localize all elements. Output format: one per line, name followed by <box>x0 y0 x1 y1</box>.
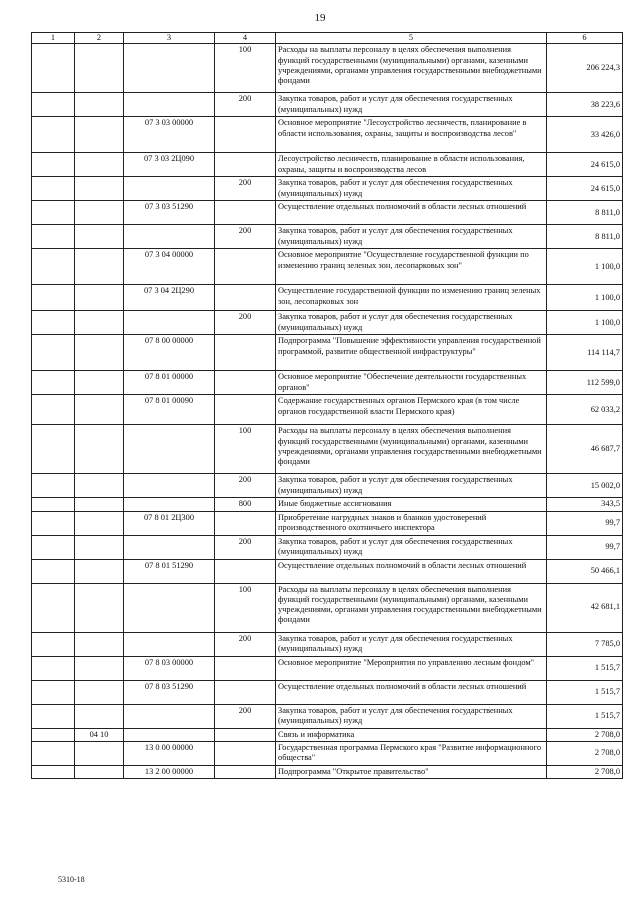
cell-col-2 <box>75 498 124 511</box>
cell-col-6: 2 708,0 <box>547 728 623 741</box>
cell-col-6: 33 426,0 <box>547 117 623 153</box>
cell-col-2 <box>75 632 124 656</box>
table-row <box>32 249 623 285</box>
cell-col-3 <box>124 704 215 728</box>
table-body <box>32 44 623 779</box>
cell-col-5: Закупка товаров, работ и услуг для обеспечения государственных (муниципальных) нужд <box>276 535 547 559</box>
cell-col-4 <box>215 201 276 225</box>
table-row <box>32 201 623 225</box>
cell-col-5: Основное мероприятие "Лесоустройство лесничеств, планирование в области использования, охраны, защиты и воспроизводства лесов" <box>276 117 547 153</box>
cell-col-1 <box>32 474 75 498</box>
table-row <box>32 474 623 498</box>
cell-col-1 <box>32 93 75 117</box>
cell-col-5: Расходы на выплаты персоналу в целях обеспечения выполнения функций государственными (муниципальными) органами, казенными учреждениями, органами управления государственными внебюджетными фондами <box>276 583 547 632</box>
cell-col-2 <box>75 704 124 728</box>
header-cell: 5 <box>276 33 547 44</box>
cell-col-5: Иные бюджетные ассигнования <box>276 498 547 511</box>
cell-col-3 <box>124 474 215 498</box>
table-row <box>32 765 623 778</box>
cell-col-1 <box>32 728 75 741</box>
cell-col-2 <box>75 583 124 632</box>
cell-col-5: Закупка товаров, работ и услуг для обеспечения государственных (муниципальных) нужд <box>276 632 547 656</box>
cell-col-5: Закупка товаров, работ и услуг для обеспечения государственных (муниципальных) нужд <box>276 93 547 117</box>
cell-col-4 <box>215 285 276 311</box>
cell-col-3: 07 3 03 00000 <box>124 117 215 153</box>
cell-col-5: Лесоустройство лесничеств, планирование в области использования, охраны, защиты и воспроизводства лесов <box>276 153 547 177</box>
footer-document-code: 5310-18 <box>58 875 85 884</box>
cell-col-3: 07 8 00 00000 <box>124 335 215 371</box>
cell-col-6: 15 002,0 <box>547 474 623 498</box>
cell-col-3: 13 2 00 00000 <box>124 765 215 778</box>
cell-col-2 <box>75 765 124 778</box>
cell-col-2 <box>75 225 124 249</box>
cell-col-6: 2 708,0 <box>547 741 623 765</box>
cell-col-1 <box>32 511 75 535</box>
header-cell: 6 <box>547 33 623 44</box>
table-row <box>32 44 623 93</box>
cell-col-4: 200 <box>215 474 276 498</box>
cell-col-4: 200 <box>215 177 276 201</box>
cell-col-5: Закупка товаров, работ и услуг для обеспечения государственных (муниципальных) нужд <box>276 704 547 728</box>
cell-col-2 <box>75 311 124 335</box>
cell-col-5: Содержание государственных органов Пермского края (в том числе органов государственной власти Пермского края) <box>276 395 547 425</box>
table-row <box>32 728 623 741</box>
table-row <box>32 583 623 632</box>
cell-col-5: Закупка товаров, работ и услуг для обеспечения государственных (муниципальных) нужд <box>276 474 547 498</box>
table-row <box>32 632 623 656</box>
cell-col-3 <box>124 93 215 117</box>
cell-col-3 <box>124 425 215 474</box>
cell-col-2 <box>75 117 124 153</box>
cell-col-4 <box>215 741 276 765</box>
cell-col-2 <box>75 177 124 201</box>
cell-col-1 <box>32 225 75 249</box>
cell-col-3 <box>124 44 215 93</box>
table-row <box>32 498 623 511</box>
cell-col-5: Подпрограмма "Повышение эффективности управления государственной программой, развитие общественной инфраструктуры" <box>276 335 547 371</box>
cell-col-4: 200 <box>215 93 276 117</box>
table-row <box>32 335 623 371</box>
cell-col-1 <box>32 656 75 680</box>
cell-col-5: Расходы на выплаты персоналу в целях обеспечения выполнения функций государственными (муниципальными) органами, казенными учреждениями, органами управления государственными внебюджетными фондами <box>276 44 547 93</box>
cell-col-1 <box>32 680 75 704</box>
cell-col-1 <box>32 311 75 335</box>
table-row <box>32 311 623 335</box>
table-row <box>32 535 623 559</box>
cell-col-6: 1 515,7 <box>547 680 623 704</box>
cell-col-1 <box>32 535 75 559</box>
table-row <box>32 425 623 474</box>
table-header-row <box>32 33 623 44</box>
cell-col-2 <box>75 93 124 117</box>
budget-table <box>31 32 623 779</box>
cell-col-3 <box>124 177 215 201</box>
cell-col-5: Расходы на выплаты персоналу в целях обеспечения выполнения функций государственными (муниципальными) органами, казенными учреждениями, органами управления государственными внебюджетными фондами <box>276 425 547 474</box>
cell-col-5: Основное мероприятие "Обеспечение деятельности государственных органов" <box>276 371 547 395</box>
cell-col-6: 50 466,1 <box>547 559 623 583</box>
cell-col-2 <box>75 474 124 498</box>
cell-col-1 <box>32 249 75 285</box>
cell-col-2 <box>75 44 124 93</box>
cell-col-4 <box>215 680 276 704</box>
cell-col-3 <box>124 225 215 249</box>
cell-col-5: Подпрограмма "Открытое правительство" <box>276 765 547 778</box>
cell-col-1 <box>32 117 75 153</box>
cell-col-6: 46 687,7 <box>547 425 623 474</box>
cell-col-6: 206 224,3 <box>547 44 623 93</box>
cell-col-6: 1 100,0 <box>547 249 623 285</box>
cell-col-4: 100 <box>215 583 276 632</box>
header-cell: 4 <box>215 33 276 44</box>
cell-col-3: 07 8 01 2Ц300 <box>124 511 215 535</box>
cell-col-1 <box>32 583 75 632</box>
cell-col-2 <box>75 201 124 225</box>
cell-col-1 <box>32 559 75 583</box>
cell-col-5: Осуществление отдельных полномочий в области лесных отношений <box>276 680 547 704</box>
cell-col-6: 343,5 <box>547 498 623 511</box>
cell-col-4 <box>215 511 276 535</box>
cell-col-3: 07 3 03 2Ц090 <box>124 153 215 177</box>
table-row <box>32 285 623 311</box>
cell-col-2 <box>75 559 124 583</box>
table-row <box>32 511 623 535</box>
table-row <box>32 225 623 249</box>
cell-col-6: 24 615,0 <box>547 153 623 177</box>
cell-col-4 <box>215 765 276 778</box>
cell-col-3 <box>124 535 215 559</box>
table-row <box>32 680 623 704</box>
cell-col-4: 200 <box>215 704 276 728</box>
table-row <box>32 559 623 583</box>
cell-col-2 <box>75 741 124 765</box>
cell-col-6: 62 033,2 <box>547 395 623 425</box>
cell-col-3: 07 8 01 51290 <box>124 559 215 583</box>
cell-col-4 <box>215 153 276 177</box>
cell-col-6: 8 811,0 <box>547 201 623 225</box>
cell-col-1 <box>32 371 75 395</box>
cell-col-5: Основное мероприятие "Мероприятия по управлению лесным фондом" <box>276 656 547 680</box>
cell-col-2 <box>75 285 124 311</box>
cell-col-5: Осуществление государственной функции по изменению границ зеленых зон, лесопарковых зон <box>276 285 547 311</box>
cell-col-5: Закупка товаров, работ и услуг для обеспечения государственных (муниципальных) нужд <box>276 177 547 201</box>
cell-col-4 <box>215 371 276 395</box>
table-row <box>32 741 623 765</box>
cell-col-6: 2 708,0 <box>547 765 623 778</box>
cell-col-4 <box>215 117 276 153</box>
cell-col-1 <box>32 177 75 201</box>
table-row <box>32 93 623 117</box>
budget-table-wrapper <box>31 32 622 779</box>
cell-col-3 <box>124 498 215 511</box>
cell-col-6: 114 114,7 <box>547 335 623 371</box>
table-row <box>32 177 623 201</box>
cell-col-4 <box>215 249 276 285</box>
cell-col-3: 07 8 01 00090 <box>124 395 215 425</box>
cell-col-6: 38 223,6 <box>547 93 623 117</box>
cell-col-5: Закупка товаров, работ и услуг для обеспечения государственных (муниципальных) нужд <box>276 311 547 335</box>
cell-col-1 <box>32 498 75 511</box>
cell-col-1 <box>32 704 75 728</box>
cell-col-1 <box>32 44 75 93</box>
cell-col-2 <box>75 511 124 535</box>
cell-col-4: 100 <box>215 425 276 474</box>
cell-col-5: Закупка товаров, работ и услуг для обеспечения государственных (муниципальных) нужд <box>276 225 547 249</box>
cell-col-6: 1 100,0 <box>547 285 623 311</box>
cell-col-3: 07 3 04 2Ц290 <box>124 285 215 311</box>
cell-col-3: 07 8 01 00000 <box>124 371 215 395</box>
cell-col-1 <box>32 201 75 225</box>
cell-col-1 <box>32 285 75 311</box>
cell-col-5: Связь и информатика <box>276 728 547 741</box>
cell-col-4 <box>215 728 276 741</box>
cell-col-6: 1 515,7 <box>547 704 623 728</box>
cell-col-4 <box>215 656 276 680</box>
cell-col-1 <box>32 425 75 474</box>
cell-col-6: 24 615,0 <box>547 177 623 201</box>
cell-col-3 <box>124 311 215 335</box>
cell-col-4: 100 <box>215 44 276 93</box>
table-row <box>32 117 623 153</box>
cell-col-2 <box>75 335 124 371</box>
cell-col-6: 7 785,0 <box>547 632 623 656</box>
cell-col-3: 07 8 03 00000 <box>124 656 215 680</box>
page-number: 19 <box>314 12 326 24</box>
cell-col-5: Государственная программа Пермского края "Развитие информационного общества" <box>276 741 547 765</box>
cell-col-2 <box>75 680 124 704</box>
cell-col-6: 1 515,7 <box>547 656 623 680</box>
cell-col-1 <box>32 632 75 656</box>
cell-col-5: Приобретение нагрудных знаков и бланков удостоверений производственного охотничьего инспектора <box>276 511 547 535</box>
table-row <box>32 153 623 177</box>
cell-col-4: 200 <box>215 225 276 249</box>
table-row <box>32 704 623 728</box>
cell-col-1 <box>32 741 75 765</box>
cell-col-1 <box>32 335 75 371</box>
cell-col-2 <box>75 425 124 474</box>
cell-col-4 <box>215 559 276 583</box>
cell-col-4: 800 <box>215 498 276 511</box>
table-row <box>32 395 623 425</box>
cell-col-1 <box>32 765 75 778</box>
cell-col-6: 99,7 <box>547 511 623 535</box>
header-cell: 3 <box>124 33 215 44</box>
cell-col-1 <box>32 153 75 177</box>
cell-col-6: 42 681,1 <box>547 583 623 632</box>
cell-col-3: 07 8 03 51290 <box>124 680 215 704</box>
cell-col-3: 13 0 00 00000 <box>124 741 215 765</box>
cell-col-2 <box>75 153 124 177</box>
cell-col-2 <box>75 535 124 559</box>
cell-col-3 <box>124 632 215 656</box>
cell-col-2 <box>75 371 124 395</box>
cell-col-3 <box>124 728 215 741</box>
header-cell: 2 <box>75 33 124 44</box>
cell-col-6: 112 599,0 <box>547 371 623 395</box>
cell-col-3 <box>124 583 215 632</box>
cell-col-5: Основное мероприятие "Осуществление государственной функции по изменению границ зеленых зон, лесопарковых зон" <box>276 249 547 285</box>
cell-col-3: 07 3 04 00000 <box>124 249 215 285</box>
header-cell: 1 <box>32 33 75 44</box>
cell-col-1 <box>32 395 75 425</box>
cell-col-6: 99,7 <box>547 535 623 559</box>
cell-col-2: 04 10 <box>75 728 124 741</box>
cell-col-2 <box>75 656 124 680</box>
cell-col-6: 1 100,0 <box>547 311 623 335</box>
cell-col-2 <box>75 249 124 285</box>
cell-col-4 <box>215 335 276 371</box>
cell-col-2 <box>75 395 124 425</box>
cell-col-4: 200 <box>215 311 276 335</box>
cell-col-4: 200 <box>215 632 276 656</box>
cell-col-5: Осуществление отдельных полномочий в области лесных отношений <box>276 559 547 583</box>
cell-col-5: Осуществление отдельных полномочий в области лесных отношений <box>276 201 547 225</box>
cell-col-6: 8 811,0 <box>547 225 623 249</box>
table-row <box>32 371 623 395</box>
cell-col-4 <box>215 395 276 425</box>
table-row <box>32 656 623 680</box>
cell-col-4: 200 <box>215 535 276 559</box>
cell-col-3: 07 3 03 51290 <box>124 201 215 225</box>
